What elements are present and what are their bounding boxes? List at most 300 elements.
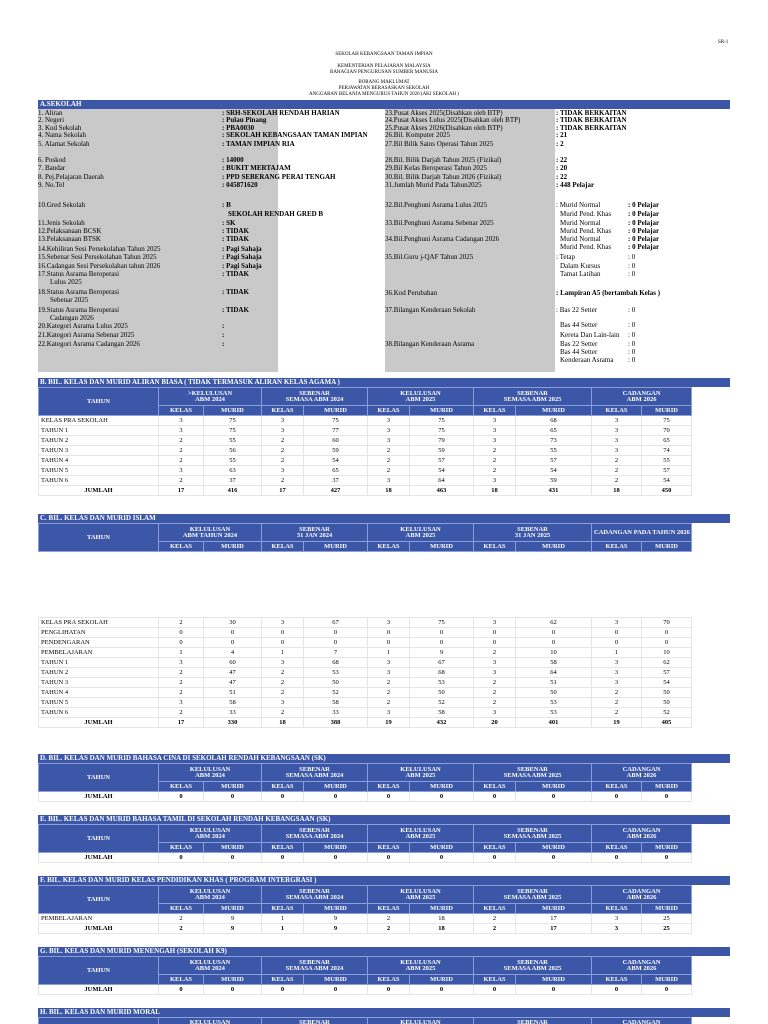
cell-value: 3 xyxy=(368,658,410,668)
cell-value: 3 xyxy=(262,466,304,476)
column-group-sub: SEMASA ABM 2024 xyxy=(285,832,344,840)
total-value: 18 xyxy=(410,924,474,934)
total-value: 0 xyxy=(159,853,204,863)
section-a-field-label: 3. Kod Sekolah xyxy=(38,124,82,132)
total-label: JUMLAH xyxy=(39,792,159,802)
cell-value: 3 xyxy=(474,416,516,426)
cell-value: 50 xyxy=(642,698,692,708)
murid-header: MURID xyxy=(642,843,692,853)
column-group-sub: ABM 2024 xyxy=(195,771,225,779)
table-total-row xyxy=(39,924,692,934)
cell-value: 2 xyxy=(592,708,642,718)
section-d-table xyxy=(38,763,692,802)
cell-value: 3 xyxy=(262,658,304,668)
section-a-field-label: 24.Pusat Akses Lulus 2025(Disahkan oleh BTP) xyxy=(385,116,521,124)
section-a-field-value: : TIDAK BERKAITAN xyxy=(556,116,627,124)
cell-value: 2 xyxy=(592,476,642,486)
section-a-field-subitem: Murid Pend. Khas xyxy=(560,210,612,218)
column-group-sub: ABM 2025 xyxy=(405,964,436,972)
cell-value: 75 xyxy=(304,416,368,426)
cell-value: 0 xyxy=(304,638,368,648)
cell-value: 2 xyxy=(159,678,204,688)
cell-value: 57 xyxy=(516,456,592,466)
column-group-header xyxy=(368,764,474,782)
cell-value: 0 xyxy=(516,638,592,648)
row-label: KELAS PRA SEKOLAH xyxy=(39,618,159,628)
section-a-field-value: : TIDAK xyxy=(222,227,249,235)
cell-value: 3 xyxy=(159,426,204,436)
column-group-sub: SEMASA ABM 2025 xyxy=(503,395,562,403)
form-title: BORANG MAKLUMAT xyxy=(358,80,410,85)
column-group-header xyxy=(592,388,692,406)
total-value: 1 xyxy=(262,924,304,934)
cell-value: 50 xyxy=(516,688,592,698)
column-group-name: SEBENAR xyxy=(299,525,330,533)
cell-value: 0 xyxy=(592,638,642,648)
cell-value: 2 xyxy=(368,456,410,466)
total-label: JUMLAH xyxy=(39,924,159,934)
cell-value: 0 xyxy=(304,628,368,638)
cell-value: 33 xyxy=(204,708,262,718)
column-group-sub: SEMASA ABM 2025 xyxy=(503,771,562,779)
section-a-field-value: : SRH-SEKOLAH RENDAH HARIAN xyxy=(222,109,340,117)
kelas-header: KELAS xyxy=(262,843,304,853)
cell-value: 2 xyxy=(159,688,204,698)
section-a-field-subitem: Murid Pend. Khas xyxy=(560,243,612,251)
section-a-field-value: : 0 xyxy=(628,262,636,270)
section-a-field-value: : 0 xyxy=(628,253,636,261)
cell-value: 37 xyxy=(304,476,368,486)
cell-value: 54 xyxy=(304,456,368,466)
total-value: 2 xyxy=(474,924,516,934)
cell-value: 0 xyxy=(642,628,692,638)
total-value: 0 xyxy=(642,853,692,863)
section-a-field-value: : 22 xyxy=(556,173,568,181)
column-group-name: KELULUSAN xyxy=(189,765,231,773)
total-value: 401 xyxy=(516,718,592,728)
cell-value: 3 xyxy=(368,668,410,678)
column-group-sub: ABM 2025 xyxy=(405,893,436,901)
total-value: 2 xyxy=(159,924,204,934)
section-c-title: C. BIL. KELAS DAN MURID ISLAM xyxy=(38,514,730,523)
table-row xyxy=(39,476,692,486)
total-value: 388 xyxy=(304,718,368,728)
total-value: 0 xyxy=(159,792,204,802)
form-subtitle: PERJAWATAN BERASASKAN SEKOLAH xyxy=(338,86,430,91)
table-total-row xyxy=(39,853,692,863)
section-a-field-label: 25.Pusat Akses 2026(Disahkan oleh BTP) xyxy=(385,124,503,132)
cell-value: 3 xyxy=(159,416,204,426)
cell-value: 52 xyxy=(642,708,692,718)
section-a-field-value: : 2 xyxy=(556,140,564,148)
section-a-field-subitem: Bas 44 Setter xyxy=(560,321,598,329)
column-group-name: KELULUSAN xyxy=(400,958,441,966)
row-label: TAHUN 2 xyxy=(39,668,159,678)
section-a-field-value: : 21 xyxy=(556,131,568,139)
cell-value: 3 xyxy=(592,446,642,456)
murid-header: MURID xyxy=(410,782,474,792)
cell-value: 2 xyxy=(592,466,642,476)
column-group-header xyxy=(474,886,592,904)
section-a-field-label: 28.Bil. Bilik Darjah Tahun 2025 (Fizikal) xyxy=(385,156,502,164)
total-value: 0 xyxy=(262,985,304,995)
column-group-name: CADANGAN xyxy=(622,826,661,834)
kelas-header: KELAS xyxy=(474,542,516,552)
cell-value: 58 xyxy=(304,698,368,708)
column-group-header xyxy=(159,957,262,975)
gap-cell xyxy=(39,552,692,618)
column-group-sub: SEMASA ABM 2025 xyxy=(503,832,562,840)
column-group-name: KELULUSAN xyxy=(400,765,441,773)
section-a-field-value: : SK xyxy=(222,219,236,227)
column-group-header xyxy=(262,388,368,406)
murid-header: MURID xyxy=(642,782,692,792)
total-value: 18 xyxy=(592,486,642,496)
murid-header: MURID xyxy=(516,843,592,853)
column-group-header xyxy=(262,957,368,975)
table-row xyxy=(39,688,692,698)
total-label: JUMLAH xyxy=(39,985,159,995)
cell-value: 2 xyxy=(592,456,642,466)
section-a-field-label: 36.Kod Perubahan xyxy=(385,289,438,297)
column-group-sub: ABM 2024 xyxy=(195,832,225,840)
kelas-header: KELAS xyxy=(368,542,410,552)
section-a-field-subitem: Bas 22 Setter xyxy=(560,340,598,348)
total-value: 3 xyxy=(592,924,642,934)
table-row xyxy=(39,648,692,658)
cell-value: 67 xyxy=(410,658,474,668)
column-group-header xyxy=(592,764,692,782)
section-a-field-subitem: Kereta Dan Lain-lain xyxy=(560,331,620,339)
tahun-header xyxy=(39,1018,159,1024)
section-a-field-label: 27.Bil Bilik Sains Operasi Tahun 2025 xyxy=(385,140,494,148)
cell-value: 2 xyxy=(159,708,204,718)
cell-value: 3 xyxy=(474,426,516,436)
cell-value: 2 xyxy=(159,668,204,678)
cell-value: 3 xyxy=(474,618,516,628)
total-value: 17 xyxy=(159,486,204,496)
cell-value: 18 xyxy=(410,914,474,924)
row-label: TAHUN 4 xyxy=(39,456,159,466)
section-a-field-value: : Pulau Pinang xyxy=(222,116,267,124)
section-a-field-value: : 0 xyxy=(628,356,636,364)
table-header-row xyxy=(39,886,692,904)
cell-value: 3 xyxy=(159,658,204,668)
section-a-field-label: 22.Kategori Asrama Cadangan 2026 xyxy=(38,340,140,348)
table-row xyxy=(39,658,692,668)
column-group-name: SEBENAR xyxy=(517,525,548,533)
table-row xyxy=(39,914,692,924)
cell-value: 2 xyxy=(368,688,410,698)
section-a-field-label: 14.Kehiliran Sesi Persekolahan Tahun 2025 xyxy=(38,245,161,253)
table-row xyxy=(39,708,692,718)
cell-value: 55 xyxy=(642,456,692,466)
cell-value: 3 xyxy=(262,426,304,436)
tahun-header: TAHUN xyxy=(39,886,159,914)
total-value: 0 xyxy=(592,985,642,995)
total-value: 463 xyxy=(410,486,474,496)
kelas-header: KELAS xyxy=(368,904,410,914)
table-header-row xyxy=(39,524,692,542)
murid-header: MURID xyxy=(304,975,368,985)
kelas-header: KELAS xyxy=(159,975,204,985)
cell-value: 37 xyxy=(204,476,262,486)
cell-value: 52 xyxy=(410,698,474,708)
column-group-sub: ABM 2025 xyxy=(405,832,436,840)
ministry-header: KEMENTERIAN PELAJARAN MALAYSIA xyxy=(337,64,431,69)
cell-value: 10 xyxy=(642,648,692,658)
section-a-field-label: 37.Bilangan Kenderaan Sekolah xyxy=(385,306,476,314)
table-header-row xyxy=(39,825,692,843)
section-a-field-value: : TAMAN IMPIAN RIA xyxy=(222,140,295,148)
column-group-header xyxy=(368,825,474,843)
kelas-header: KELAS xyxy=(592,782,642,792)
column-group-sub: SEMASA ABM 2025 xyxy=(503,893,562,901)
cell-value: 53 xyxy=(410,678,474,688)
cell-value: 3 xyxy=(592,658,642,668)
cell-value: 2 xyxy=(474,678,516,688)
cell-value: 55 xyxy=(204,456,262,466)
cell-value: 57 xyxy=(642,466,692,476)
total-value: 450 xyxy=(642,486,692,496)
section-b-title: B. BIL. KELAS DAN MURID ALIRAN BIASA ( TIDAK TERMASUK ALIRAN KELAS AGAMA ) xyxy=(38,378,730,387)
total-value: 18 xyxy=(262,718,304,728)
cell-value: 0 xyxy=(159,628,204,638)
cell-value: 2 xyxy=(592,698,642,708)
section-a-field-value: : SEKOLAH KEBANGSAAN TAMAN IMPIAN xyxy=(222,131,368,139)
column-group-name: KELULUSAN xyxy=(159,1018,262,1024)
cell-value: 1 xyxy=(262,914,304,924)
column-group-sub: ABM 2024 xyxy=(195,964,225,972)
section-a-field-label: 29.Bil Kelas Beroperasi Tahun 2025 xyxy=(385,164,487,172)
cell-value: 2 xyxy=(474,456,516,466)
murid-header: MURID xyxy=(516,542,592,552)
cell-value: 2 xyxy=(368,678,410,688)
cell-value: 0 xyxy=(410,638,474,648)
section-a-field-subitem: Dalam Kursus xyxy=(560,262,601,270)
cell-value: 2 xyxy=(474,698,516,708)
column-group-name: KELULUSAN xyxy=(189,826,231,834)
section-e-table xyxy=(38,824,692,863)
murid-header: MURID xyxy=(204,782,262,792)
cell-value: 1 xyxy=(262,648,304,658)
column-group-name: SEBENAR xyxy=(517,958,548,966)
cell-value: 0 xyxy=(410,628,474,638)
row-label: PEMBELAJARAN xyxy=(39,914,159,924)
kelas-header: KELAS xyxy=(159,542,204,552)
section-a-field-subitem: Tamat Latihan xyxy=(560,270,601,278)
row-label: TAHUN 3 xyxy=(39,446,159,456)
column-group-header xyxy=(368,957,474,975)
cell-value: 3 xyxy=(159,466,204,476)
total-value: 9 xyxy=(204,924,262,934)
column-group-header xyxy=(262,886,368,904)
cell-value: 73 xyxy=(516,436,592,446)
kelas-header: KELAS xyxy=(368,782,410,792)
kelas-header: KELAS xyxy=(262,782,304,792)
section-f-title: F. BIL. KELAS DAN MURID KELAS PENDIDIKAN KHAS ( PROGRAM INTERGRASI ) xyxy=(38,876,730,885)
section-a-field-value: : 0 xyxy=(628,340,636,348)
total-value: 0 xyxy=(159,985,204,995)
table-row xyxy=(39,638,692,648)
section-a-field-value: : TIDAK BERKAITAN xyxy=(556,124,627,132)
cell-value: 3 xyxy=(368,708,410,718)
cell-value: 2 xyxy=(159,436,204,446)
section-a-field-label: 4. Nama Sekolah xyxy=(38,131,87,139)
murid-header: MURID xyxy=(204,406,262,416)
section-a-field-value: SEKOLAH RENDAH GRED B xyxy=(228,210,324,218)
column-group-sub: SEMASA ABM 2024 xyxy=(285,964,344,972)
cell-value: 9 xyxy=(410,648,474,658)
total-value: 0 xyxy=(368,792,410,802)
cell-value: 2 xyxy=(262,436,304,446)
section-a-field-value: : 0 Pelajar xyxy=(628,227,660,235)
section-a-field-label: 7. Bandar xyxy=(38,164,66,172)
column-group-sub: ABM 2026 xyxy=(626,832,657,840)
cell-value: 0 xyxy=(262,628,304,638)
cell-value: 2 xyxy=(474,466,516,476)
column-group-name: SEBENAR xyxy=(299,958,330,966)
section-a-field-label: 20.Kategori Asrama Lulus 2025 xyxy=(38,322,128,330)
cell-value: 3 xyxy=(368,618,410,628)
table-row xyxy=(39,436,692,446)
cell-value: 51 xyxy=(516,678,592,688)
section-a-field-subitem: Murid Normal xyxy=(560,235,601,243)
kelas-header: KELAS xyxy=(592,975,642,985)
column-group-name: CADANGAN xyxy=(622,389,661,397)
table-header-row xyxy=(39,764,692,782)
table-total-row xyxy=(39,985,692,995)
school-name-header: SEKOLAH KEBANGSAAN TAMAN IMPIAN xyxy=(335,52,433,57)
murid-header: MURID xyxy=(410,542,474,552)
total-value: 0 xyxy=(304,792,368,802)
cell-value: 53 xyxy=(516,708,592,718)
cell-value: 2 xyxy=(592,688,642,698)
column-group-sub: ABM 2025 xyxy=(405,531,436,539)
section-a-field-value: : 0 xyxy=(628,348,636,356)
row-label: PEMBELAJARAN xyxy=(39,648,159,658)
cell-value: 0 xyxy=(262,638,304,648)
cell-value: 77 xyxy=(304,426,368,436)
cell-value: 9 xyxy=(304,914,368,924)
cell-value: 68 xyxy=(304,658,368,668)
section-a-field-value: : TIDAK BERKAITAN xyxy=(556,109,627,117)
column-group-name: CADANGAN xyxy=(622,958,661,966)
cell-value: 4 xyxy=(204,648,262,658)
murid-header: MURID xyxy=(304,782,368,792)
column-group-sub: ABM 2026 xyxy=(626,893,657,901)
column-group-sub: 31 JAN 2025 xyxy=(514,531,551,539)
cell-value: 0 xyxy=(159,638,204,648)
section-a-field-value: : 448 Pelajar xyxy=(556,181,595,189)
total-label: JUMLAH xyxy=(39,853,159,863)
section-a-field-value: : xyxy=(222,331,225,339)
table-row xyxy=(39,466,692,476)
total-value: 0 xyxy=(410,853,474,863)
cell-value: 64 xyxy=(516,668,592,678)
cell-value: 60 xyxy=(204,658,262,668)
cell-value: 79 xyxy=(410,436,474,446)
total-value: 0 xyxy=(262,792,304,802)
cell-value: 3 xyxy=(592,416,642,426)
cell-value: 2 xyxy=(159,456,204,466)
section-a-field-subitem: Murid Pend. Khas xyxy=(560,227,612,235)
murid-header: MURID xyxy=(204,843,262,853)
cell-value: 67 xyxy=(304,618,368,628)
total-value: 0 xyxy=(204,792,262,802)
column-group-header xyxy=(474,388,592,406)
total-label: JUMLAH xyxy=(39,718,159,728)
cell-value: 30 xyxy=(204,618,262,628)
section-a-field-value: : 0 xyxy=(628,331,636,339)
table-header-row xyxy=(39,1018,692,1024)
cell-value: 3 xyxy=(368,426,410,436)
section-a-field-label: 11.Jenis Sekolah xyxy=(38,219,85,227)
section-a-field-value: : 22 xyxy=(556,156,568,164)
cell-value: 53 xyxy=(516,698,592,708)
cell-value: 75 xyxy=(204,426,262,436)
tahun-header: TAHUN xyxy=(39,524,159,552)
kelas-header: KELAS xyxy=(592,904,642,914)
section-a-field-label: 30.Bil. Bilik Darjah Tahun 2026 (Fizikal) xyxy=(385,173,502,181)
section-a-field-label: 18.Status Asrama Beroperasi xyxy=(38,288,120,296)
column-group-header xyxy=(592,957,692,975)
row-label: TAHUN 2 xyxy=(39,436,159,446)
kelas-header: KELAS xyxy=(262,975,304,985)
section-a-field-label: 32.Bil.Penghuni Asrama Lulus 2025 xyxy=(385,201,488,209)
table-total-row xyxy=(39,792,692,802)
section-a-field-label: 10.Gred Sekolah xyxy=(38,201,86,209)
cell-value: 10 xyxy=(516,648,592,658)
tahun-header: TAHUN xyxy=(39,957,159,985)
section-a-field-value: : B xyxy=(222,201,231,209)
total-value: 19 xyxy=(368,718,410,728)
cell-value: 2 xyxy=(474,688,516,698)
cell-value: 0 xyxy=(368,638,410,648)
cell-value: 2 xyxy=(159,914,204,924)
column-group-name: CADANGAN xyxy=(622,765,661,773)
column-group-header xyxy=(159,825,262,843)
section-a-field-label: 31.Jumlah Murid Pada Tahun2025 xyxy=(385,181,482,189)
column-group-header xyxy=(262,524,368,542)
cell-value: 3 xyxy=(474,668,516,678)
cell-value: 75 xyxy=(642,416,692,426)
column-group-name: KELULUSAN xyxy=(400,826,441,834)
total-value: 18 xyxy=(368,486,410,496)
column-group-sub: ABM 2024 xyxy=(195,893,225,901)
cell-value: 55 xyxy=(516,446,592,456)
section-a-field-label: 6. Poskod xyxy=(38,156,66,164)
row-label: TAHUN 5 xyxy=(39,698,159,708)
section-a-field-label: 19.Status Asrama Beroperasi xyxy=(38,306,120,314)
kelas-header: KELAS xyxy=(159,843,204,853)
cell-value: 3 xyxy=(592,678,642,688)
cell-value: 59 xyxy=(410,446,474,456)
column-group-sub: 31 JAN 2024 xyxy=(296,531,333,539)
row-label: TAHUN 3 xyxy=(39,678,159,688)
section-a-field-value: : 0 Pelajar xyxy=(628,210,660,218)
column-group-name: CADANGAN xyxy=(592,1018,692,1024)
table-total-row xyxy=(39,486,692,496)
cell-value: 2 xyxy=(474,648,516,658)
section-a-field-label: 21.Kategori Asrama Sebenar 2025 xyxy=(38,331,135,339)
total-value: 416 xyxy=(204,486,262,496)
section-a-field-value: : PBA0030 xyxy=(222,124,255,132)
row-label: PENDENGARAN xyxy=(39,638,159,648)
cell-value: 0 xyxy=(474,638,516,648)
section-a-field-label: 8. Pej.Pelajaran Daerah xyxy=(38,173,104,181)
cell-value: 59 xyxy=(516,476,592,486)
